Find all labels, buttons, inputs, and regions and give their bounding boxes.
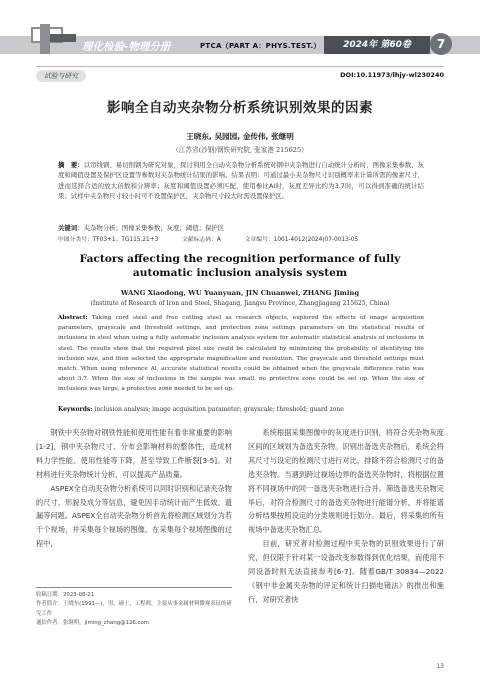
keywords-en-text: inclusion analysis; image acquisition parameter; grayscale; threshold; guard zone — [94, 406, 344, 413]
abstract-cn — [58, 160, 424, 202]
abstract-cn-text: 以帘线钢、易切削钢为研究对象，探讨利用全自动夹杂物分析系统对钢中夹杂物进行自动统计分析时，图像采集参数、灰度和阈值设置及保护区设置等参数对夹杂物统计结果的影响。结果表明：可通过最小夹杂物尺寸识别概率来计算所需的像素尺寸，进而选择合适的放大倍数和分辨率；灰度和阈值设置必须匹配，使用参比Al时，灰度差异比约为3.7时，可以得到准确的统计结果；试样中夹杂物尺寸较小时可不设置保护区，夹杂物尺寸较大时需设置保护区。 — [58, 161, 424, 201]
footnote-received: 收稿日期：2023-08-21 — [36, 592, 95, 598]
volume-label: 2024年 第60卷 — [324, 36, 430, 54]
keywords-en — [58, 406, 424, 413]
article-number: 文章编号：1001-4012(2024)07-0013-05 — [244, 237, 359, 243]
title-cn: 影响全自动夹杂物分析系统识别效果的因素 — [107, 100, 373, 116]
footnote-contact: 通信作者：张继明，jiming_zhang@126.com — [36, 620, 150, 627]
authors-cn: 王晓东, 吴园园, 金传伟, 张继明 — [186, 132, 294, 141]
abstract-en — [58, 313, 424, 395]
abstract-en-label: Abstract: — [58, 315, 88, 321]
authors-en: WANG Xiaodong, WU Yuanyuan, JIN Chuanwei, ZHANG Jiming — [120, 289, 360, 297]
doi: DOI:10.11973/lhjy-wl230240 — [340, 71, 444, 79]
keywords-cn — [58, 223, 424, 232]
title-en: Factors affecting the recognition performance of fully automatic inclusion analysis system — [79, 253, 401, 279]
header-rule — [36, 66, 444, 67]
body-paragraph: 目前，研究者对检测过程中夹杂物的识别效果进行了研究，但仅限于针对某一设备改变参数得到优化结果，而使用不同设备时则无法直接参考[6-7]。随着GB/T 30834—2022《钢中非金属夹杂物的评定和统计扫描电镜法》的推出和施行，对研究者快 — [248, 539, 444, 604]
footnote-author: 作者简介：王晓东(1991—)，男，硕士，工程师，主要从事金属材料微观表征的研究工作 — [36, 601, 232, 617]
body-paragraph: 系统根据采集图像中的灰度进行识别，将符合夹杂物灰度区间的区域划为备选夹杂物。识别出备选夹杂物后，系统会将其尺寸与设定的检测尺寸进行对比，排除不符合检测尺寸的备选夹杂物。当遇到跨过视场边界的备选夹杂物时，将根据位置将不同视场中的同一备选夹杂物进行合并。筛选备选夹杂物完毕后，对符合检测尺寸的备选夹杂物进行能谱分析，并将能谱分析结果按照设定的分类规则进行划分。最后，将采集的所有视场中备选夹杂物汇总。 — [248, 428, 444, 535]
keywords-cn-label: 关键词： — [58, 224, 84, 232]
document-code: 文献标志码：A — [182, 237, 221, 243]
footnotes — [36, 587, 232, 629]
issue-number: 7 — [430, 33, 452, 55]
journal-title-en: PTCA（PART A：PHYS.TEST.） — [200, 42, 321, 50]
affiliation-cn: （江苏省(沙钢)钢铁研究院, 张家港 215625） — [172, 146, 308, 154]
classification-line — [58, 234, 424, 243]
body-paragraph: 钢铁中夹杂物对钢铁性能和使用性能有着非常重要的影响[1-2]，钢中夹杂物尺寸、分布会影响材料的整体性，造成材料力学性能、使用性能等下降，甚至导致工件断裂[3-5]。对材料进行夹杂物统计分析，可以提高产品质量。 — [36, 428, 232, 479]
journal-title-cn: 理化检验-物理分册 — [82, 41, 171, 53]
clc-code: 中图分类号：TF03+1；TG115.21+3 — [58, 237, 159, 243]
body-paragraph: ASPEX全自动夹杂物分析系统可以同时识别和记录夹杂物的尺寸、形貌及成分等信息，避免因手动统计而产生低效、遗漏等问题。ASPEX全自动夹杂物分析首先将检测区域划分为若干个视场，并采集每个视场的图像。在采集每个视场图像的过程中， — [36, 483, 232, 549]
keywords-cn-text: 夹杂物分析；图像采集参数；灰度；阈值；保护区 — [83, 224, 225, 232]
page-number: 13 — [436, 663, 444, 670]
abstract-cn-label: 摘 要： — [58, 161, 84, 169]
journal-logo-icon — [30, 22, 78, 56]
abstract-en-text: Taking cord steel and free cutting steel as research objects, explored the effects of image acquisition parameters, grayscale and threshold settings, and protection zone settings parameters on the statistical results of inclusions in steel when using a fully automatic inclusion analysis system for automatic statistical analysis of inclusions in steel. The results show that the required pixel size could be calculated by minimizing the probability of identifying the inclusion size, and then selected the appropriate magnification and resolution. The grayscale and threshold settings must match. When using reference Al, accurate statistical results could be obtained when the grayscale difference ratio was about 3.7. When the size of inclusions in the sample was small, no protective zone could be set up. When the size of inclusions was large, a protective zone needed to be set up. — [58, 315, 424, 393]
column-tag: 试验与研究 — [36, 70, 86, 82]
affiliation-en: (Institute of Research of Iron and Steel, Shagang, Jiangsu Province, Zhangjiagang 215625, China) — [90, 300, 390, 307]
keywords-en-label: Keywords: — [58, 406, 93, 413]
body-column-left — [36, 426, 232, 551]
body-column-right — [248, 426, 444, 607]
